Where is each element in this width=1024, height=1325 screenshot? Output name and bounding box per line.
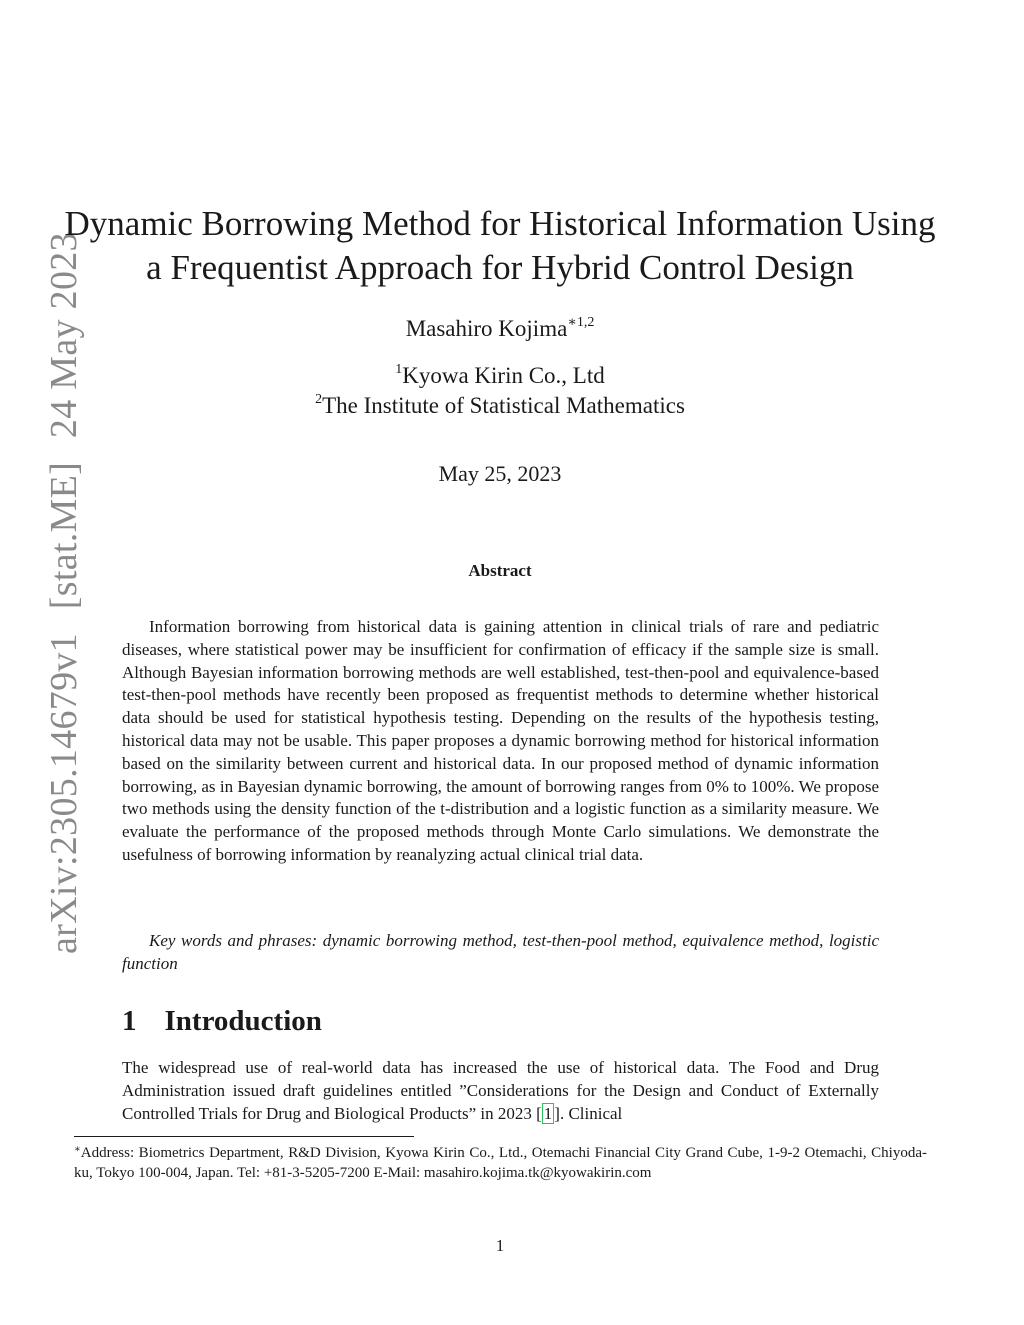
footnote-rule (74, 1136, 414, 1137)
affiliation-2-mark: 2 (315, 392, 323, 407)
section-number: 1 (122, 1005, 137, 1037)
title-line-2: a Frequentist Approach for Hybrid Control Design (146, 248, 854, 287)
intro-text-after: ]. Clinical (554, 1103, 623, 1123)
abstract-text: Information borrowing from historical data is gaining attention in clinical trials of rare and pediatric diseases, where statistical power may be insufficient for confirmation of efficacy if the sample size is small. Although Bayesian information borrowing methods are well established, test-then-pool and equivalence-based test-then-pool methods have recently been proposed as frequentist methods to determine whether historical data should be used for statistical hypothesis testing. Depending on the results of the hypothesis testing, historical data may not be usable. This paper proposes a dynamic borrowing method for historical information based on the similarity between current and historical data. In our proposed method of dynamic information borrowing, as in Bayesian dynamic borrowing, the amount of borrowing ranges from 0% to 100%. We propose two methods using the density function of the t-distribution and a logistic function as a similarity measure. We evaluate the performance of the proposed methods through Monte Carlo simulations. We demonstrate the usefulness of borrowing information by reanalyzing actual clinical trial data. (122, 617, 879, 864)
citation-link[interactable]: 1 (543, 1103, 553, 1123)
author-name: Masahiro Kojima (405, 316, 568, 341)
author (0, 314, 1000, 342)
abstract-heading: Abstract (468, 561, 532, 580)
arxiv-category: [stat.ME] (43, 461, 85, 610)
title-line-1: Dynamic Borrowing Method for Historical Information Using (64, 204, 936, 243)
footnote-mark: ∗ (74, 1144, 81, 1155)
arxiv-id: arXiv:2305.14679v1 (43, 633, 85, 954)
footnote (74, 1140, 927, 1183)
paper-title (40, 202, 960, 290)
page-number: 1 (495, 1236, 505, 1255)
introduction-paragraph (122, 1057, 879, 1125)
affiliation-1-name: Kyowa Kirin Co., Ltd (402, 363, 605, 388)
keywords: Key words and phrases: dynamic borrowing method, test-then-pool method, equivalence method, logistic function (122, 931, 879, 973)
affiliation-2-name: The Institute of Statistical Mathematics (322, 393, 685, 418)
affiliation-1 (0, 362, 1000, 389)
author-marks: ∗1,2 (567, 315, 595, 330)
section-heading (122, 1005, 322, 1038)
affiliation-1-mark: 1 (395, 362, 403, 377)
paper-date: May 25, 2023 (438, 461, 562, 486)
intro-text-before: The widespread use of real-world data has increased the use of historical data. The Food and Drug Administration issued draft guidelines entitled ”Considerations for the Design and Conduct of Externally Controlled Trials for Drug and Biological Products” in 2023 [ (122, 1058, 879, 1123)
affiliation-2 (0, 392, 1000, 419)
arxiv-date: 24 May 2023 (43, 232, 85, 439)
section-title: Introduction (164, 1005, 322, 1037)
footnote-text: Address: Biometrics Department, R&D Division, Kyowa Kirin Co., Ltd., Otemachi Financial City Grand Cube, 1-9-2 Otemachi, Chiyoda-ku, Tokyo 100-004, Japan. Tel: +81-3-5205-7200 E-Mail: masahiro.kojima.tk@kyowakirin.com (74, 1145, 927, 1181)
